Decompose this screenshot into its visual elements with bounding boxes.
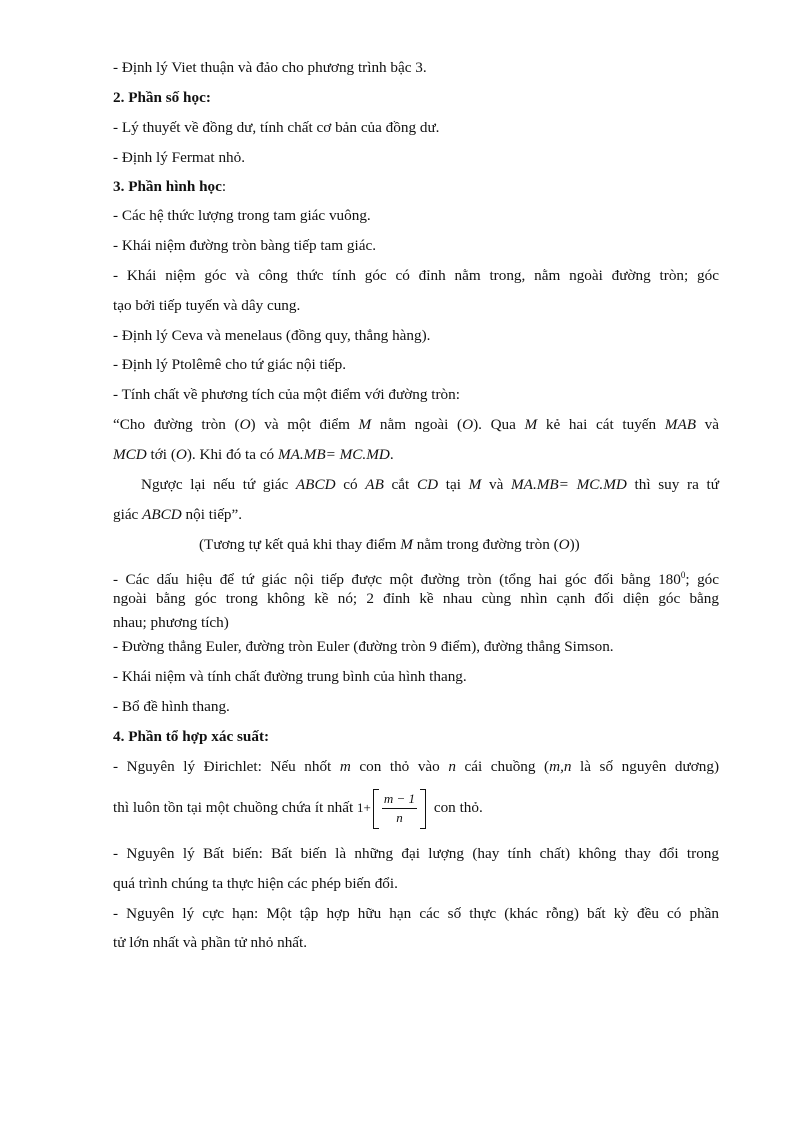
text-line: - Bổ đề hình thang. <box>113 698 230 715</box>
text-span: (Tương tự kết quả khi thay điểm <box>199 536 401 553</box>
text-line-formula <box>113 788 483 829</box>
math-var: ABCD <box>142 506 182 523</box>
text-span: tại <box>438 476 469 493</box>
text-line: - Khái niệm và tính chất đường trung bình của hình thang. <box>113 668 467 685</box>
text-span: - Nguyên lý Đirichlet: Nếu nhốt <box>113 758 340 775</box>
text-line <box>113 757 719 777</box>
text-span: có <box>335 476 366 493</box>
text-span: là số nguyên dương) <box>571 758 720 775</box>
math-var: M <box>358 416 372 433</box>
text-span: giác <box>113 506 143 523</box>
fraction-denominator: n <box>396 810 403 826</box>
text-line: - Lý thuyết về đồng dư, tính chất cơ bản của đồng dư. <box>113 119 440 136</box>
text-span: )) <box>569 536 580 553</box>
text-span: ; góc <box>685 571 719 588</box>
text-line: nhau; phương tích) <box>113 614 229 631</box>
math-var: M <box>524 416 538 433</box>
math-var: O <box>239 416 251 433</box>
text-span: con thỏ. <box>430 799 483 816</box>
math-var: M <box>400 536 413 553</box>
math-var: O <box>462 416 474 433</box>
math-var: MCD <box>113 446 147 463</box>
text-span: ). Khi đó ta có <box>186 446 278 463</box>
heading-text: 3. Phần hình học <box>113 178 222 195</box>
fraction <box>379 791 420 826</box>
math-var: AB <box>365 476 384 493</box>
text-line: tạo bởi tiếp tuyến và dây cung. <box>113 297 301 314</box>
text-span: tới ( <box>146 446 176 463</box>
math-text: 1+ <box>357 800 371 815</box>
text-line: - Định lý Ptolêmê cho tứ giác nội tiếp. <box>113 356 347 373</box>
text-line-theorem <box>113 505 242 525</box>
text-line: - Định lý Ceva và menelaus (đồng quy, thẳng hàng). <box>113 327 431 344</box>
text-line: - Định lý Viet thuận và đảo cho phương trình bậc 3. <box>113 59 427 76</box>
text-span: - Các dấu hiệu để tứ giác nội tiếp được một đường tròn (tổng hai góc đối bằng 180 <box>113 571 681 588</box>
math-var: MAB <box>664 416 697 433</box>
math-var: n <box>448 758 456 775</box>
text-line: - Các hệ thức lượng trong tam giác vuông. <box>113 207 371 224</box>
right-bracket <box>420 789 426 829</box>
text-span: “Cho đường tròn ( <box>113 416 240 433</box>
text-line: - Nguyên lý cực hạn: Một tập hợp hữu hạn các số thực (khác rỗng) bất kỳ đều có phần <box>113 905 719 922</box>
text-span: kẻ hai cát tuyến <box>537 416 665 433</box>
section-heading-number-theory: 2. Phần số học: <box>113 89 211 106</box>
text-span: . <box>389 446 394 463</box>
text-line: tử lớn nhất và phần tử nhỏ nhất. <box>113 934 308 951</box>
text-span: ) và một điểm <box>250 416 359 433</box>
text-line-note <box>199 535 580 555</box>
text-span: cắt <box>383 476 417 493</box>
floor-fraction <box>373 788 426 829</box>
text-line: - Khái niệm góc và công thức tính góc có đỉnh nằm trong, nằm ngoài đường tròn; góc <box>113 267 719 284</box>
text-span: con thỏ vào <box>350 758 449 775</box>
text-line: - Khái niệm đường tròn bàng tiếp tam giác. <box>113 237 376 254</box>
math-equation: MA.MB= MC.MD <box>511 476 627 493</box>
text-line: - Nguyên lý Bất biến: Bất biến là những đại lượng (hay tính chất) không thay đổi trong <box>113 845 719 862</box>
math-equation: MA.MB= MC.MD <box>277 446 390 463</box>
text-span: nằm trong đường tròn ( <box>412 536 559 553</box>
text-line <box>113 565 719 590</box>
text-line: quá trình chúng ta thực hiện các phép biến đổi. <box>113 875 398 892</box>
text-line-theorem <box>113 415 719 435</box>
text-line: - Đường thẳng Euler, đường tròn Euler (đường tròn 9 điểm), đường thẳng Simson. <box>113 638 614 655</box>
section-heading-geometry <box>113 177 226 197</box>
text-span: thì suy ra tứ <box>626 476 719 493</box>
text-line-theorem <box>113 445 394 465</box>
math-var: O <box>558 536 570 553</box>
section-heading-combinatorics: 4. Phần tổ hợp xác suất: <box>113 728 270 745</box>
text-span: cái chuồng ( <box>455 758 550 775</box>
text-line-theorem <box>141 475 719 495</box>
heading-colon: : <box>221 178 227 195</box>
text-line: ngoài bằng góc trong không kề nó; 2 đỉnh kề nhau cùng nhìn cạnh đối diện góc bằng <box>113 590 719 607</box>
text-span: thì luôn tồn tại một chuồng chứa ít nhất <box>113 799 358 816</box>
math-var: O <box>175 446 187 463</box>
text-line: - Tính chất về phương tích của một điểm với đường tròn: <box>113 386 460 403</box>
text-span: và <box>481 476 512 493</box>
math-var: m <box>339 758 351 775</box>
math-var: M <box>468 476 482 493</box>
text-span: và <box>696 416 720 433</box>
superscript: 0 <box>680 570 686 580</box>
text-span: ). Qua <box>473 416 525 433</box>
text-span: nội tiếp”. <box>181 506 243 523</box>
text-line: - Định lý Fermat nhỏ. <box>113 149 246 166</box>
text-span: Ngược lại nếu tứ giác <box>141 476 296 493</box>
math-var: CD <box>416 476 439 493</box>
fraction-numerator: m − 1 <box>382 791 417 809</box>
math-var: ABCD <box>295 476 336 493</box>
text-span: nằm ngoài ( <box>371 416 463 433</box>
math-var: m,n <box>549 758 572 775</box>
